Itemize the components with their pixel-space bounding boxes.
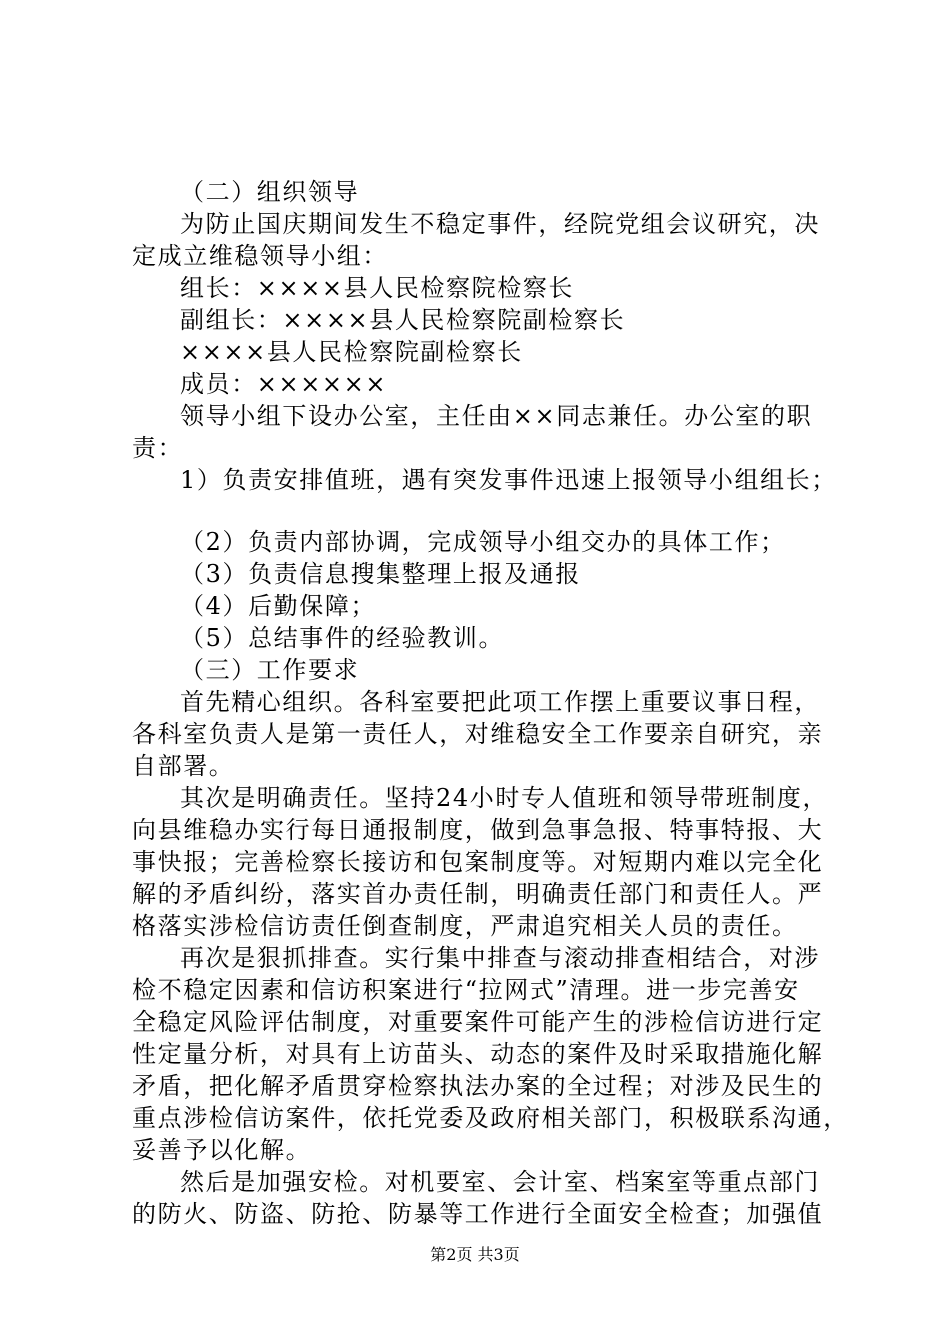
office-line: 领导小组下设办公室，主任由××同志兼任。办公室的职 xyxy=(180,402,813,430)
duty-item: 1）负责安排值班，遇有突发事件迅速上报领导小组组长； xyxy=(180,466,837,494)
paragraph-line: 再次是狠抓排查。实行集中排查与滚动排查相结合，对涉 xyxy=(180,944,820,972)
paragraph-line: 定成立维稳领导小组： xyxy=(132,242,388,270)
paragraph-line: 各科室负责人是第一责任人，对维稳安全工作要亲自研究，亲 xyxy=(132,720,824,748)
deputy-leader-line: 副组长：××××县人民检察院副检察长 xyxy=(180,306,626,334)
paragraph-line: 检不稳定因素和信访积案进行“拉网式”清理。进一步完善安 xyxy=(132,976,800,1004)
paragraph-line: 重点涉检信访案件，依托党委及政府相关部门，积极联系沟通， xyxy=(132,1104,849,1132)
paragraph-line: 妥善予以化解。 xyxy=(132,1136,312,1164)
leader-line: 组长：××××县人民检察院检察长 xyxy=(180,274,575,302)
members-line: 成员：×××××× xyxy=(180,370,388,398)
blank-gap xyxy=(132,496,832,526)
paragraph-line: 然后是加强安检。对机要室、会计室、档案室等重点部门 xyxy=(180,1168,820,1196)
document-body xyxy=(132,176,849,1230)
paragraph-line: 的防火、防盗、防抢、防暴等工作进行全面安全检查；加强值 xyxy=(132,1200,824,1228)
duty-item: （3）负责信息搜集整理上报及通报 xyxy=(180,560,581,588)
paragraph-line: 自部署。 xyxy=(132,752,235,780)
paragraph-line: 其次是明确责任。坚持24小时专人值班和领导带班制度， xyxy=(180,784,829,812)
paragraph-line: 首先精心组织。各科室要把此项工作摆上重要议事日程， xyxy=(180,688,820,716)
duty-item: （4）后勤保障； xyxy=(180,592,377,620)
paragraph-line: 事快报；完善检察长接访和包案制度等。对短期内难以完全化 xyxy=(132,848,824,876)
section-heading-requirements: （三）工作要求 xyxy=(180,656,360,684)
section-heading-organization: （二）组织领导 xyxy=(180,178,360,206)
paragraph-line: 性定量分析，对具有上访苗头、动态的案件及时采取措施化解 xyxy=(132,1040,824,1068)
office-line: 责： xyxy=(132,434,184,462)
paragraph-line: 向县维稳办实行每日通报制度，做到急事急报、特事特报、大 xyxy=(132,816,824,844)
paragraph-line: 矛盾，把化解矛盾贯穿检察执法办案的全过程；对涉及民生的 xyxy=(132,1072,824,1100)
page-number-footer: 第2页 共3页 xyxy=(430,1245,520,1264)
paragraph-line: 全稳定风险评估制度，对重要案件可能产生的涉检信访进行定 xyxy=(132,1008,824,1036)
paragraph-line: 格落实涉检信访责任倒查制度，严肃追究相关人员的责任。 xyxy=(132,912,798,940)
deputy-leader-line-2: ××××县人民检察院副检察长 xyxy=(180,338,523,366)
duty-item: （2）负责内部协调，完成领导小组交办的具体工作； xyxy=(180,528,786,556)
paragraph-line: 为防止国庆期间发生不稳定事件，经院党组会议研究，决 xyxy=(180,210,820,238)
paragraph-line: 解的矛盾纠纷，落实首办责任制，明确责任部门和责任人。严 xyxy=(132,880,824,908)
duty-item: （5）总结事件的经验教训。 xyxy=(180,624,505,652)
